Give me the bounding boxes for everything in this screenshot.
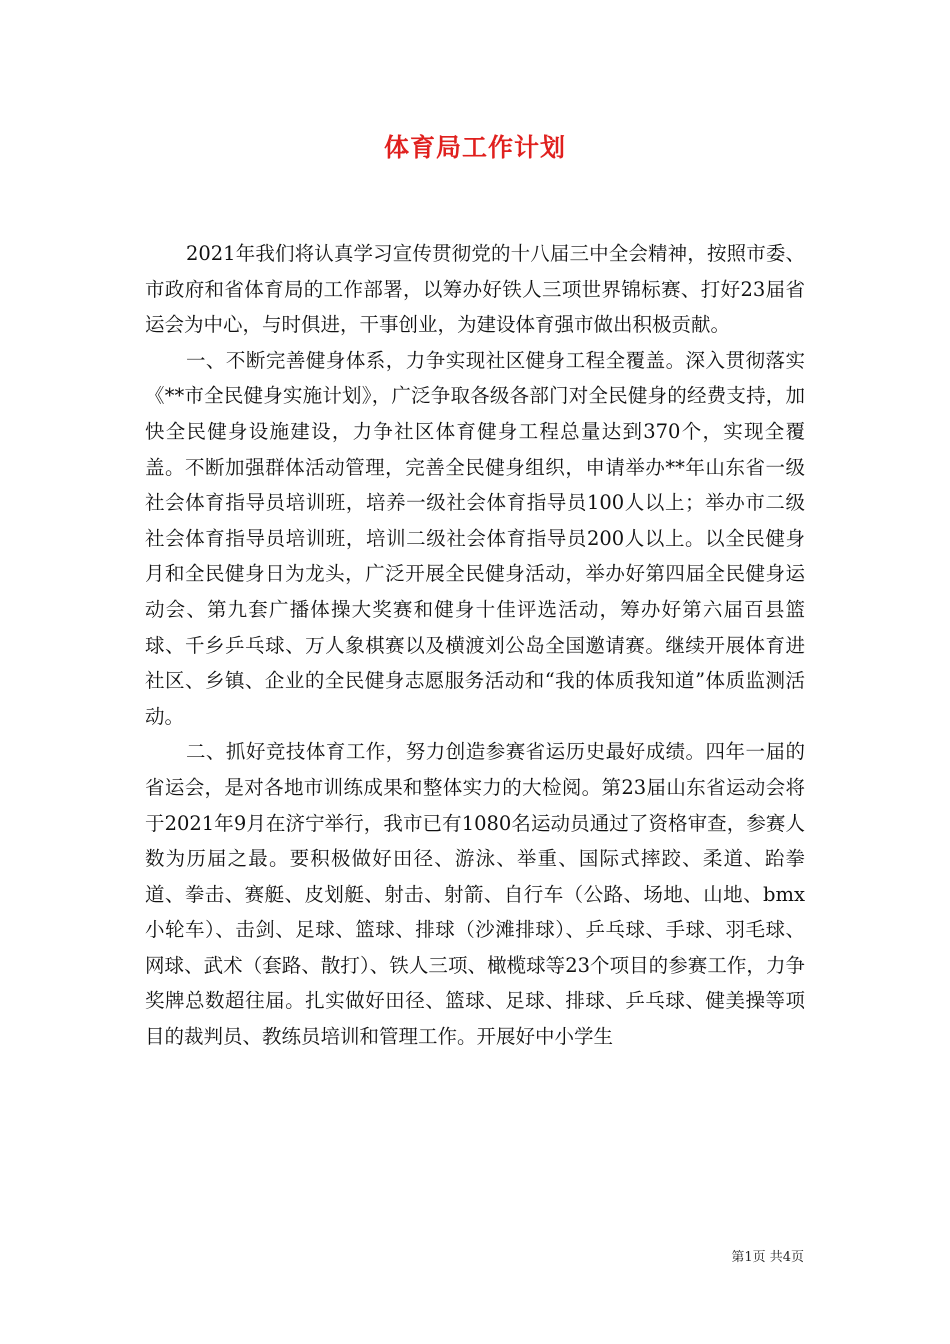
paragraph-section-2: 二、抓好竞技体育工作，努力创造参赛省运历史最好成绩。四年一届的省运会，是对各地市训练成果和整体实力的大检阅。第23届山东省运动会将于2021年9月在济宁举行，我市已有1080名运动员通过了资格审查，参赛人数为历届之最。要积极做好田径、游泳、举重、国际式摔跤、柔道、跆拳道、拳击、赛艇、皮划艇、射击、射箭、自行车（公路、场地、山地、bmx小轮车）、击剑、足球、篮球、排球（沙滩排球）、乒乓球、手球、羽毛球、网球、武术（套路、散打）、铁人三项、橄榄球等23个项目的参赛工作，力争奖牌总数超往届。扎实做好田径、篮球、足球、排球、乒乓球、健美操等项目的裁判员、教练员培训和管理工作。开展好中小学生 <box>145 740 805 1049</box>
page-number-footer: 第1页 共4页 <box>731 1250 804 1265</box>
paragraph-intro: 2021年我们将认真学习宣传贯彻党的十八届三中全会精神，按照市委、市政府和省体育局的工作部署，以筹办好铁人三项世界锦标赛、打好23届省运会为中心，与时俱进，干事创业，为建设体育强市做出积极贡献。 <box>145 242 805 337</box>
document-title: 体育局工作计划 <box>383 133 566 162</box>
document-body <box>145 236 805 1055</box>
paragraph-section-1: 一、不断完善健身体系，力争实现社区健身工程全覆盖。深入贯彻落实《**市全民健身实施计划》，广泛争取各级各部门对全民健身的经费支持，加快全民健身设施建设，力争社区体育健身工程总量达到370个，实现全覆盖。不断加强群体活动管理，完善全民健身组织，申请举办**年山东省一级社会体育指导员培训班，培养一级社会体育指导员100人以上；举办市二级社会体育指导员培训班，培训二级社会体育指导员200人以上。以全民健身月和全民健身日为龙头，广泛开展全民健身活动，举办好第四届全民健身运动会、第九套广播体操大奖赛和健身十佳评选活动，筹办好第六届百县篮球、千乡乒乓球、万人象棋赛以及横渡刘公岛全国邀请赛。继续开展体育进社区、乡镇、企业的全民健身志愿服务活动和“我的体质我知道”体质监测活动。 <box>145 348 805 728</box>
